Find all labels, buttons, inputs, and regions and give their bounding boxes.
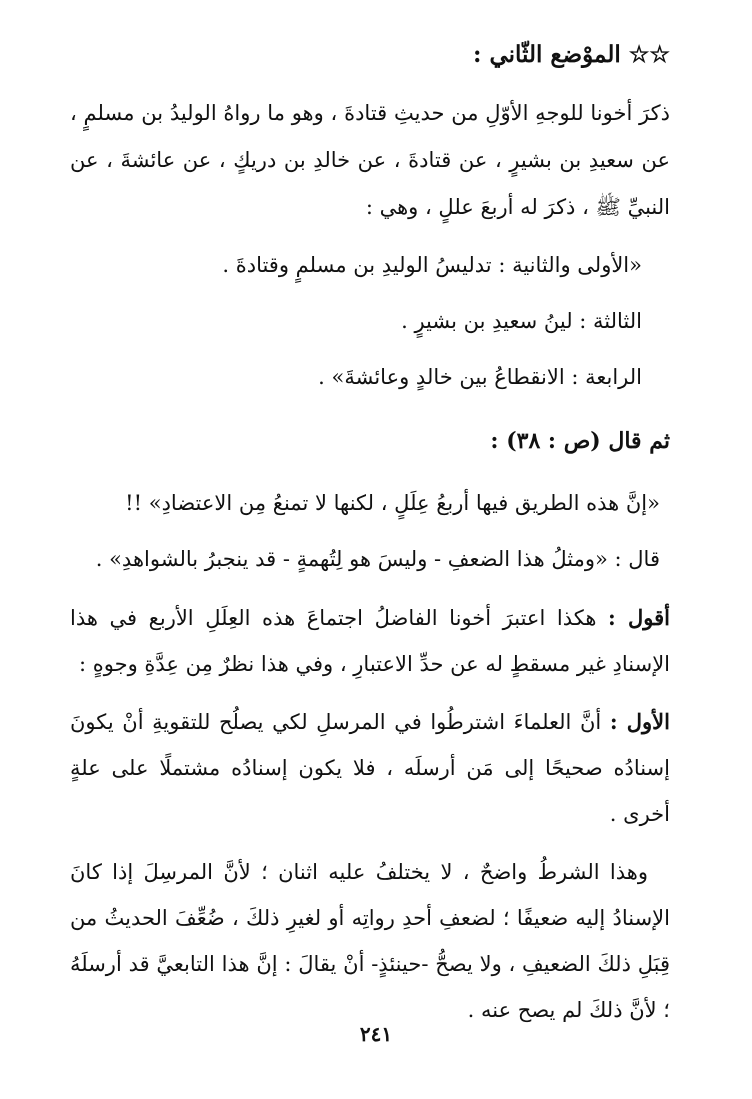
- page-content: [70, 38, 670, 1045]
- final-paragraph: وهذا الشرطُ واضحٌ ، لا يختلفُ عليه اثنان ؛ لأنَّ المرسِلَ إذا كانَ الإسنادُ إليه ضعيفًا ؛ لضعفِ أحدِ رواتِه أو لغيرِ ذلكَ ، ضُعِّفَ الحديثُ من قِبَلِ ذلكَ الضعيفِ ، ولا يصحُّ -حينئذٍ- أنْ يقالَ : إنَّ هذا التابعيَّ قد أرسلَهُ ؛ لأنَّ ذلكَ لم يصح عنه .: [70, 860, 670, 1022]
- reasons-list: [70, 237, 670, 405]
- quote-four-defects: «إنَّ هذه الطريق فيها أربعُ عِلَلٍ ، لكنها لا تمنعُ مِن الاعتضادِ» !!: [125, 491, 660, 515]
- intro-paragraph: ذكرَ أخونا للوجهِ الأوّلِ من حديثِ قتادةَ ، وهو ما رواهُ الوليدُ بن مسلمٍ ، عن سعيدِ بن بشيرٍ ، عن قتادةَ ، عن خالدِ بن دريكٍ ، عن عائشةَ ، عن النبيِّ ﷺ ، ذكرَ له أربعَ عللٍ ، وهي :: [70, 101, 670, 219]
- page-number: ٢٤١: [359, 1022, 393, 1046]
- section-heading: ☆☆ الموْضع الثّاني :: [472, 41, 670, 68]
- then-said-heading: ثم قال (ص : ٣٨) :: [490, 428, 670, 454]
- reason-third: الثالثة : لينُ سعيدِ بن بشيرٍ .: [401, 309, 642, 333]
- reason-fourth: الرابعة : الانقطاعُ بين خالدٍ وعائشةَ» .: [318, 365, 642, 389]
- aqool-text: هكذا اعتبرَ أخونا الفاضلُ اجتماعَ هذه العِلَلِ الأربع في هذا الإسنادِ غير مسقطٍ له عن حدِّ الاعتبارِ ، وفي هذا نظرٌ مِن عِدَّةِ وجوهٍ :: [70, 606, 670, 676]
- reason-first-second: «الأولى والثانية : تدليسُ الوليدِ بن مسلمٍ وقتادةَ .: [222, 253, 642, 277]
- first-point-lead: الأول :: [609, 709, 670, 734]
- quote-weakness-remedied: قال : «ومثلُ هذا الضعفِ - وليسَ هو لِتُهمةٍ - قد ينجبرُ بالشواهدِ» .: [95, 547, 660, 571]
- first-point-text: أنَّ العلماءَ اشترطُوا في المرسلِ لكي يصلُح للتقويةِ أنْ يكونَ إسنادُه صحيحًا إلى مَن أرسلَه ، فلا يكون إسنادُه مشتملًا على علةٍ أخرى .: [70, 710, 670, 826]
- aqool-lead: أقول :: [608, 605, 670, 630]
- aqool-paragraph: [70, 595, 670, 687]
- first-point-paragraph: [70, 699, 670, 837]
